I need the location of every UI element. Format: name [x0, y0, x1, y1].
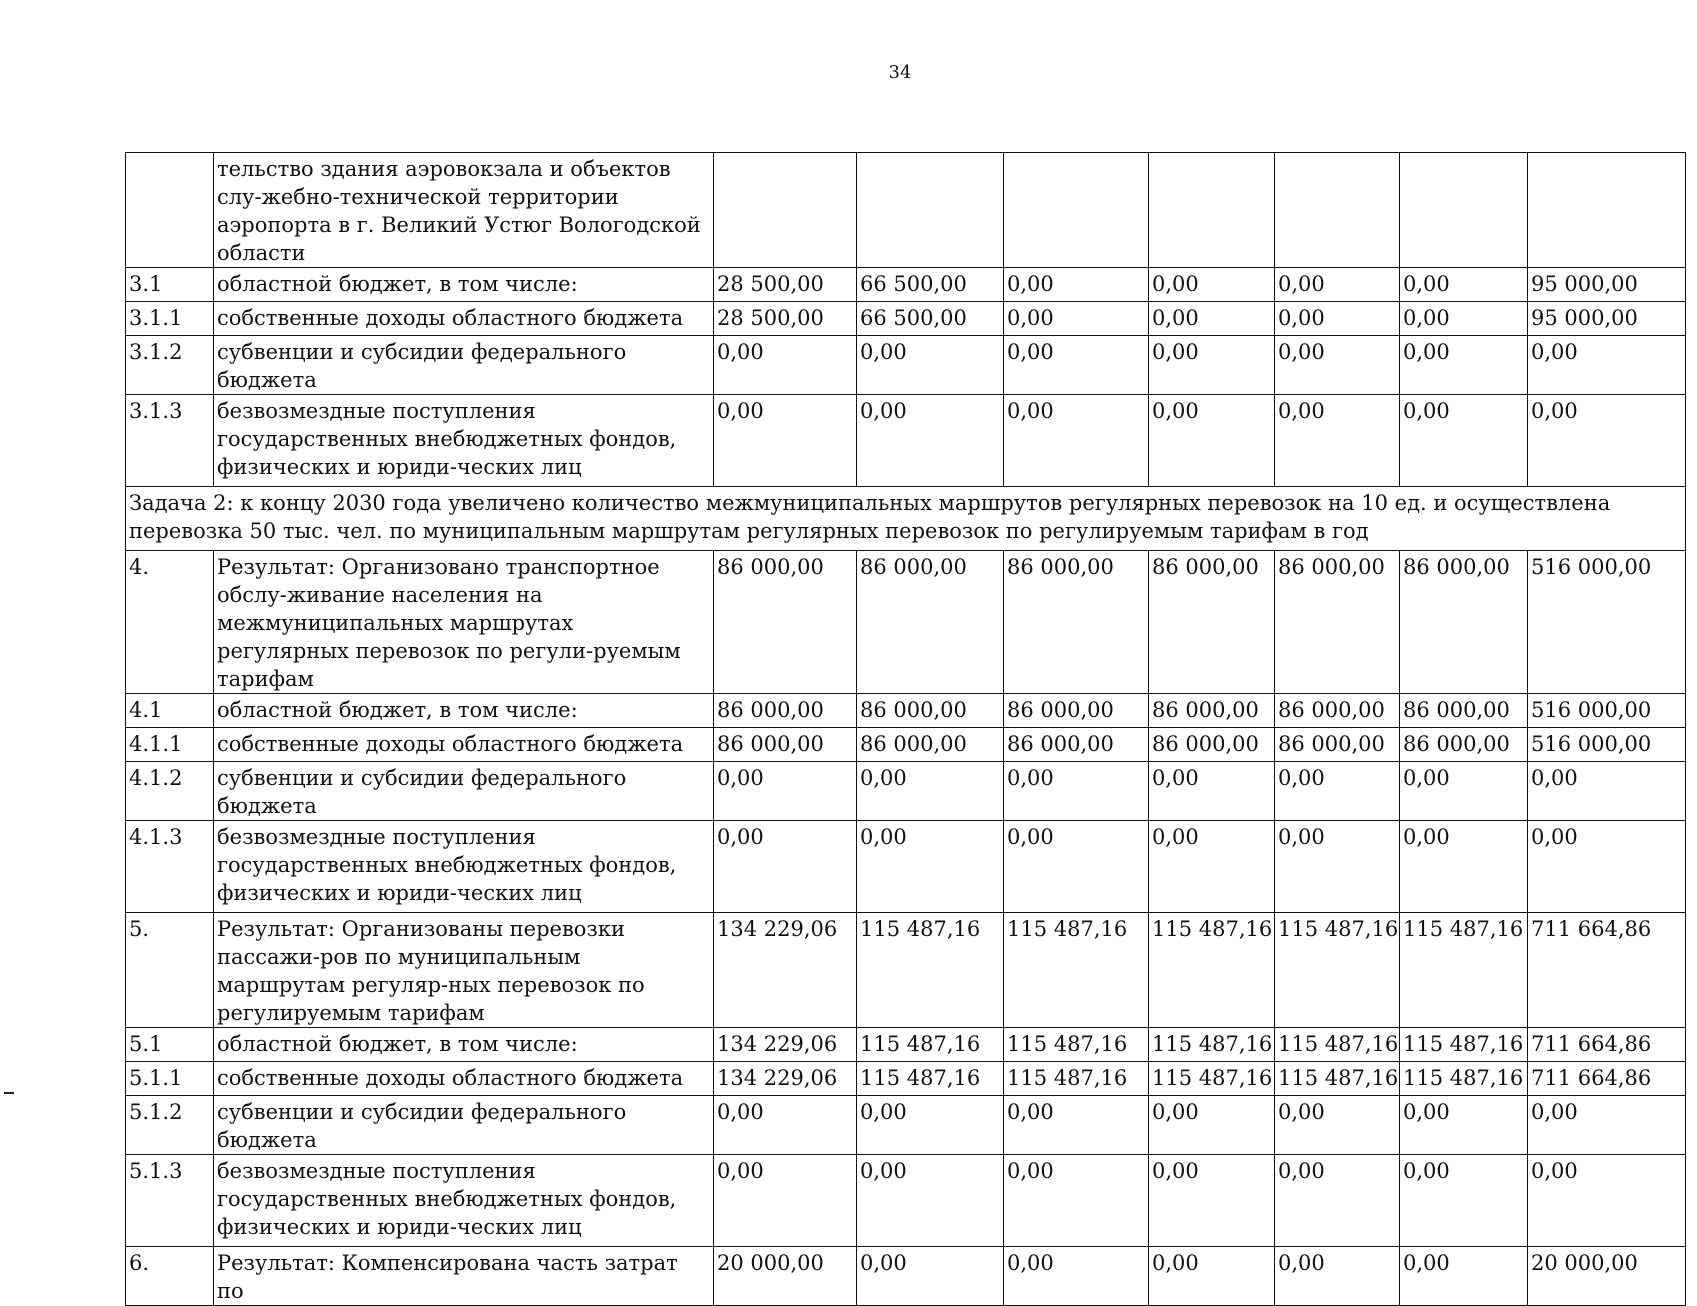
value-cell: 0,00: [1004, 336, 1149, 395]
row-code: 5.1: [126, 1028, 214, 1062]
value-cell: 0,00: [1528, 395, 1686, 487]
row-name: субвенции и субсидии федерального бюджета: [214, 1096, 714, 1155]
table-row: [126, 268, 1686, 302]
table-row: [126, 1062, 1686, 1096]
value-cell: [1149, 153, 1275, 268]
value-cell: 115 487,16: [857, 1062, 1004, 1096]
value-cell: 0,00: [1149, 336, 1275, 395]
value-cell: 86 000,00: [1400, 551, 1528, 694]
value-cell: 0,00: [1275, 1247, 1400, 1306]
value-cell: 0,00: [1400, 762, 1528, 821]
value-cell: 0,00: [1275, 302, 1400, 336]
value-cell: 86 000,00: [1400, 728, 1528, 762]
row-name: собственные доходы областного бюджета: [214, 302, 714, 336]
value-cell: 0,00: [714, 1096, 857, 1155]
value-cell: 0,00: [1528, 1096, 1686, 1155]
value-cell: 86 000,00: [1400, 694, 1528, 728]
value-cell: 86 000,00: [1149, 551, 1275, 694]
value-cell: 115 487,16: [1004, 913, 1149, 1028]
row-code: 5.1.3: [126, 1155, 214, 1247]
value-cell: 28 500,00: [714, 302, 857, 336]
value-cell: 0,00: [857, 395, 1004, 487]
value-cell: 0,00: [1275, 268, 1400, 302]
value-cell: 115 487,16: [1004, 1028, 1149, 1062]
value-cell: 0,00: [1400, 1247, 1528, 1306]
value-cell: 0,00: [1004, 821, 1149, 913]
value-cell: 0,00: [714, 821, 857, 913]
value-cell: 0,00: [1400, 302, 1528, 336]
table-row: [126, 694, 1686, 728]
page-number: 34: [888, 62, 912, 83]
table-row: [126, 913, 1686, 1028]
value-cell: 0,00: [857, 336, 1004, 395]
row-code: [126, 153, 214, 268]
value-cell: 516 000,00: [1528, 694, 1686, 728]
table-row: [126, 1028, 1686, 1062]
value-cell: 0,00: [1400, 1155, 1528, 1247]
row-name: Результат: Организовано транспортное обслу-живание населения на межмуниципальных маршрутах регулярных перевозок по регули-руемым тарифам: [214, 551, 714, 694]
value-cell: 86 000,00: [1275, 551, 1400, 694]
value-cell: 0,00: [857, 762, 1004, 821]
value-cell: 115 487,16: [1275, 1062, 1400, 1096]
value-cell: 115 487,16: [1400, 1028, 1528, 1062]
row-name: субвенции и субсидии федерального бюджета: [214, 336, 714, 395]
value-cell: 0,00: [1004, 1096, 1149, 1155]
value-cell: [1528, 153, 1686, 268]
value-cell: 86 000,00: [1275, 728, 1400, 762]
value-cell: 86 000,00: [714, 694, 857, 728]
table-row: [126, 762, 1686, 821]
value-cell: 86 000,00: [857, 694, 1004, 728]
value-cell: 0,00: [857, 1155, 1004, 1247]
value-cell: 711 664,86: [1528, 1062, 1686, 1096]
margin-mark: [4, 1092, 14, 1094]
value-cell: 86 000,00: [1149, 728, 1275, 762]
row-name: безвозмездные поступления государственных внебюджетных фондов, физических и юриди-ческих лиц: [214, 1155, 714, 1247]
row-name: субвенции и субсидии федерального бюджета: [214, 762, 714, 821]
value-cell: 0,00: [714, 762, 857, 821]
value-cell: 86 000,00: [1004, 728, 1149, 762]
value-cell: 0,00: [1275, 1155, 1400, 1247]
value-cell: 115 487,16: [1400, 1062, 1528, 1096]
value-cell: 0,00: [1400, 821, 1528, 913]
row-code: 5.1.2: [126, 1096, 214, 1155]
value-cell: 86 000,00: [857, 728, 1004, 762]
value-cell: 134 229,06: [714, 1062, 857, 1096]
value-cell: 86 000,00: [714, 551, 857, 694]
value-cell: 0,00: [857, 1096, 1004, 1155]
table-row: [126, 1096, 1686, 1155]
value-cell: 0,00: [1004, 302, 1149, 336]
value-cell: 115 487,16: [857, 1028, 1004, 1062]
value-cell: 115 487,16: [1149, 913, 1275, 1028]
table-row: [126, 395, 1686, 487]
value-cell: 0,00: [1528, 1155, 1686, 1247]
task-text: Задача 2: к концу 2030 года увеличено количество межмуниципальных маршрутов регулярных перевозок на 10 ед. и осуществлена перевозка 50 тыс. чел. по муниципальным маршрутам регулярных перевозок по регулируемым тарифам в год: [126, 487, 1686, 551]
table-row: [126, 551, 1686, 694]
value-cell: 0,00: [1149, 762, 1275, 821]
value-cell: 0,00: [1149, 821, 1275, 913]
value-cell: 28 500,00: [714, 268, 857, 302]
value-cell: 516 000,00: [1528, 551, 1686, 694]
row-code: 3.1.1: [126, 302, 214, 336]
value-cell: 711 664,86: [1528, 913, 1686, 1028]
value-cell: 86 000,00: [714, 728, 857, 762]
budget-table: [125, 152, 1686, 1306]
value-cell: 0,00: [1004, 1155, 1149, 1247]
value-cell: 0,00: [714, 395, 857, 487]
row-name: областной бюджет, в том числе:: [214, 268, 714, 302]
row-code: 5.1.1: [126, 1062, 214, 1096]
row-name: Результат: Организованы перевозки пассажи-ров по муниципальным маршрутам регуляр-ных перевозок по регулируемым тарифам: [214, 913, 714, 1028]
table-row: [126, 302, 1686, 336]
value-cell: 115 487,16: [1149, 1062, 1275, 1096]
value-cell: 115 487,16: [1275, 913, 1400, 1028]
value-cell: 0,00: [1149, 268, 1275, 302]
value-cell: 0,00: [1275, 1096, 1400, 1155]
value-cell: 0,00: [1528, 336, 1686, 395]
value-cell: 66 500,00: [857, 302, 1004, 336]
value-cell: 0,00: [1400, 336, 1528, 395]
value-cell: 86 000,00: [1004, 694, 1149, 728]
value-cell: 95 000,00: [1528, 302, 1686, 336]
value-cell: 0,00: [857, 821, 1004, 913]
table-row: [126, 1247, 1686, 1306]
value-cell: 0,00: [1149, 1096, 1275, 1155]
value-cell: 0,00: [1004, 1247, 1149, 1306]
task-row: [126, 487, 1686, 551]
value-cell: 0,00: [1528, 762, 1686, 821]
value-cell: 95 000,00: [1528, 268, 1686, 302]
table-row: [126, 821, 1686, 913]
row-code: 3.1.3: [126, 395, 214, 487]
row-code: 3.1: [126, 268, 214, 302]
value-cell: 20 000,00: [1528, 1247, 1686, 1306]
value-cell: 0,00: [1149, 1247, 1275, 1306]
value-cell: 0,00: [1004, 395, 1149, 487]
value-cell: 115 487,16: [1400, 913, 1528, 1028]
row-code: 5.: [126, 913, 214, 1028]
row-name: областной бюджет, в том числе:: [214, 1028, 714, 1062]
value-cell: 0,00: [1275, 395, 1400, 487]
row-code: 6.: [126, 1247, 214, 1306]
value-cell: [1275, 153, 1400, 268]
value-cell: 516 000,00: [1528, 728, 1686, 762]
value-cell: 115 487,16: [857, 913, 1004, 1028]
row-code: 4.1.3: [126, 821, 214, 913]
value-cell: 0,00: [1400, 395, 1528, 487]
value-cell: 86 000,00: [1004, 551, 1149, 694]
row-name: тельство здания аэровокзала и объектов слу-жебно-технической территории аэропорта в г. Великий Устюг Вологодской области: [214, 153, 714, 268]
row-code: 3.1.2: [126, 336, 214, 395]
value-cell: 0,00: [1400, 268, 1528, 302]
row-code: 4.1.1: [126, 728, 214, 762]
value-cell: 134 229,06: [714, 1028, 857, 1062]
row-code: 4.1: [126, 694, 214, 728]
row-name: собственные доходы областного бюджета: [214, 728, 714, 762]
value-cell: 0,00: [1149, 395, 1275, 487]
value-cell: 0,00: [714, 336, 857, 395]
value-cell: 0,00: [1275, 762, 1400, 821]
value-cell: 134 229,06: [714, 913, 857, 1028]
value-cell: [1004, 153, 1149, 268]
budget-table-body: [126, 153, 1686, 1306]
value-cell: 0,00: [857, 1247, 1004, 1306]
value-cell: 115 487,16: [1004, 1062, 1149, 1096]
value-cell: 0,00: [1275, 821, 1400, 913]
value-cell: 0,00: [714, 1155, 857, 1247]
row-name: собственные доходы областного бюджета: [214, 1062, 714, 1096]
value-cell: 20 000,00: [714, 1247, 857, 1306]
table-row: [126, 1155, 1686, 1247]
value-cell: 86 000,00: [857, 551, 1004, 694]
value-cell: [714, 153, 857, 268]
value-cell: 0,00: [1275, 336, 1400, 395]
value-cell: 0,00: [1149, 1155, 1275, 1247]
value-cell: 0,00: [1004, 762, 1149, 821]
value-cell: 0,00: [1149, 302, 1275, 336]
value-cell: 66 500,00: [857, 268, 1004, 302]
row-name: областной бюджет, в том числе:: [214, 694, 714, 728]
value-cell: 0,00: [1400, 1096, 1528, 1155]
row-code: 4.: [126, 551, 214, 694]
row-name: Результат: Компенсирована часть затрат по: [214, 1247, 714, 1306]
row-code: 4.1.2: [126, 762, 214, 821]
table-row: [126, 336, 1686, 395]
row-name: безвозмездные поступления государственных внебюджетных фондов, физических и юриди-ческих лиц: [214, 821, 714, 913]
value-cell: 711 664,86: [1528, 1028, 1686, 1062]
table-row: [126, 153, 1686, 268]
value-cell: 86 000,00: [1149, 694, 1275, 728]
value-cell: 0,00: [1004, 268, 1149, 302]
value-cell: [1400, 153, 1528, 268]
value-cell: 115 487,16: [1149, 1028, 1275, 1062]
value-cell: [857, 153, 1004, 268]
row-name: безвозмездные поступления государственных внебюджетных фондов, физических и юриди-ческих лиц: [214, 395, 714, 487]
value-cell: 0,00: [1528, 821, 1686, 913]
value-cell: 115 487,16: [1275, 1028, 1400, 1062]
value-cell: 86 000,00: [1275, 694, 1400, 728]
table-row: [126, 728, 1686, 762]
